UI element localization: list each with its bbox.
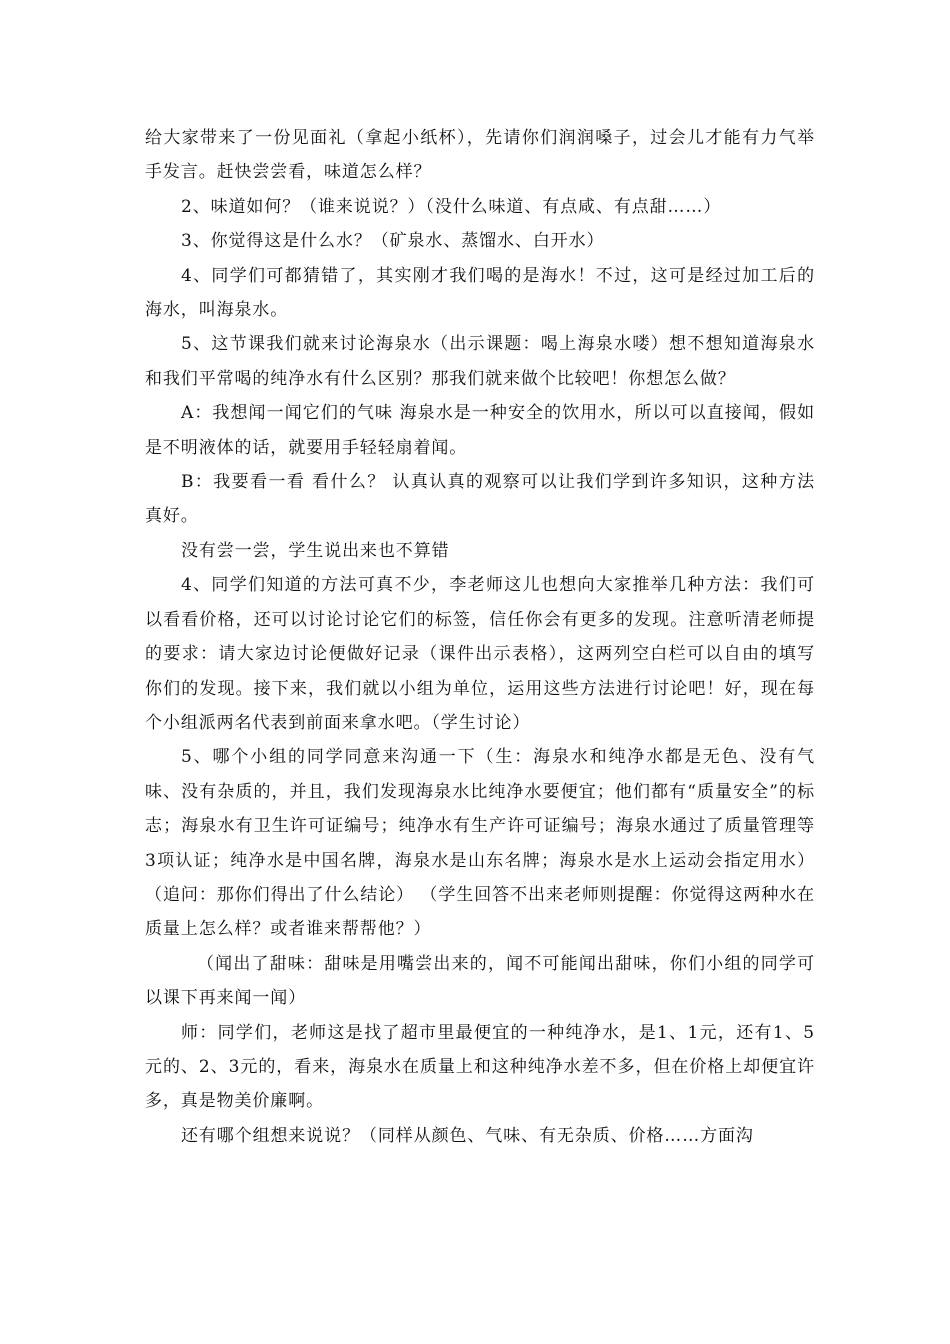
paragraph: 还有哪个组想来说说？（同样从颜色、气味、有无杂质、价格……方面沟 [181, 1125, 754, 1146]
paragraph: 5、哪个小组的同学同意来沟通一下（生：海泉水和纯净水都是无色、没有气味、没有杂质的，并且，我们发现海泉水比纯净水要便宜；他们都有“质量安全”的标志；海泉水有卫生许可证编号；纯净水有生产许可证编号；海泉水通过了质量管理等3项认证；纯净水是中国名牌，海泉水是山东名牌；海泉水是水上运动会指定用水） （追问：那你们得出了什么结论） （学生回答不出来老师则提醒：你觉得这两种水在质量上怎么样？或者谁来帮帮他？） [145, 747, 815, 940]
paragraph: 4、同学们可都猜错了，其实刚才我们喝的是海水！不过，这可是经过加工后的海水，叫海泉水。 [145, 265, 815, 321]
paragraph: 给大家带来了一份见面礼（拿起小纸杯），先请你们润润嗓子，过会儿才能有力气举手发言。赶快尝尝看，味道怎么样？ [145, 128, 815, 183]
document-body [145, 121, 815, 1153]
paragraph: B：我要看一看 看什么？ 认真认真的观察可以让我们学到许多知识，这种方法真好。 [145, 472, 815, 527]
paragraph: 4、同学们知道的方法可真不少，李老师这儿也想向大家推举几种方法：我们可以看看价格，还可以讨论讨论它们的标签，信任你会有更多的发现。注意听清老师提的要求：请大家边讨论便做好记录（课件出示表格），这两列空白栏可以自由的填写你们的发现。接下来，我们就以小组为单位，运用这些方法进行讨论吧！好，现在每个小组派两名代表到前面来拿水吧。（学生讨论） [145, 575, 815, 733]
paragraph: 师：同学们，老师这是找了超市里最便宜的一种纯净水，是1、1元，还有1、5元的、2、3元的，看来，海泉水在质量上和这种纯净水差不多，但在价格上却便宜许多，真是物美价廉啊。 [145, 1022, 815, 1112]
paragraph: 2、味道如何？（谁来说说？）（没什么味道、有点咸、有点甜……） [181, 196, 722, 217]
paragraph: 没有尝一尝，学生说出来也不算错 [181, 540, 450, 561]
paragraph: 5、这节课我们就来讨论海泉水（出示课题：喝上海泉水喽）想不想知道海泉水和我们平常喝的纯净水有什么区别？那我们就来做个比较吧！你想怎么做？ [145, 334, 815, 389]
paragraph: 3、你觉得这是什么水？（矿泉水、蒸馏水、白开水） [181, 231, 605, 252]
paragraph: A：我想闻一闻它们的气味 海泉水是一种安全的饮用水，所以可以直接闻，假如是不明液体的话，就要用手轻轻扇着闻。 [145, 403, 815, 458]
paragraph: （闻出了甜味：甜味是用嘴尝出来的，闻不可能闻出甜味，你们小组的同学可以课下再来闻一闻） [145, 953, 815, 1009]
